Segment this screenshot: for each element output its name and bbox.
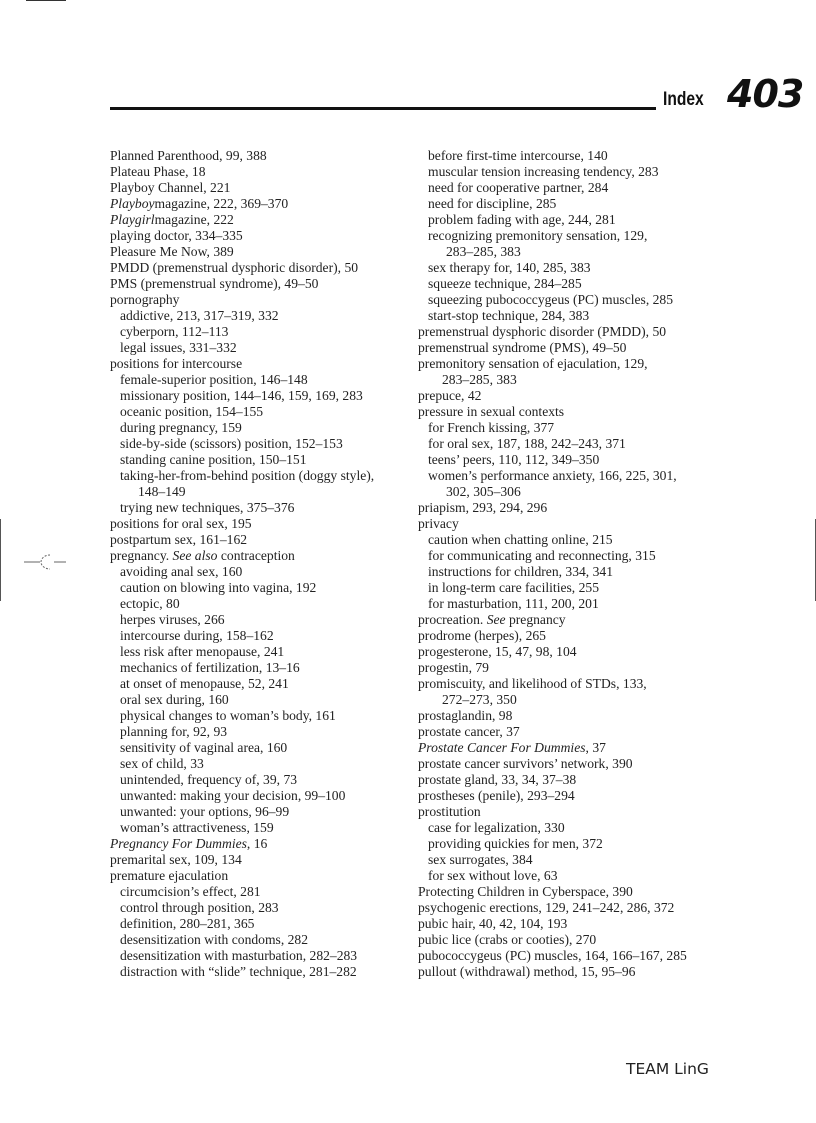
index-subentry: for masturbation, 111, 200, 201 (428, 596, 599, 611)
index-subentry: need for cooperative partner, 284 (428, 180, 609, 195)
index-entry: postpartum sex, 161–162 (110, 532, 248, 547)
index-entry: priapism, 293, 294, 296 (418, 500, 548, 515)
index-entry: pubic hair, 40, 42, 104, 193 (418, 916, 568, 931)
index-subentry: mechanics of fertilization, 13–16 (120, 660, 300, 675)
index-subentry: unintended, frequency of, 39, 73 (120, 772, 298, 787)
index-entry: progestin, 79 (418, 660, 489, 675)
index-entry-continuation: 272–273, 350 (442, 692, 517, 707)
index-subentry: desensitization with masturbation, 282–283 (120, 948, 358, 963)
index-subentry: start-stop technique, 284, 383 (428, 308, 590, 323)
index-subentry: control through position, 283 (120, 900, 279, 915)
index-entry: prodrome (herpes), 265 (418, 628, 546, 643)
index-entry: promiscuity, and likelihood of STDs, 133, (418, 676, 647, 691)
index-subentry: addictive, 213, 317–319, 332 (120, 308, 279, 323)
index-subentry: unwanted: your options, 96–99 (120, 804, 290, 819)
index-entry: PMS (premenstrual syndrome), 49–50 (110, 276, 319, 291)
italic-title: Playboy (110, 196, 155, 211)
index-subentry: sex of child, 33 (120, 756, 204, 771)
index-entry-continuation: 283–285, 383 (446, 244, 521, 259)
italic-title: Pregnancy For Dummies (110, 836, 247, 851)
index-subentry: need for discipline, 285 (428, 196, 557, 211)
index-subentry: for sex without love, 63 (428, 868, 558, 883)
index-entry: Pleasure Me Now, 389 (110, 244, 234, 259)
index-subentry: missionary position, 144–146, 159, 169, 283 (120, 388, 363, 403)
footer-credit: TEAM LinG (626, 1060, 709, 1078)
index-entry-continuation: 148–149 (138, 484, 186, 499)
index-entry: positions for oral sex, 195 (110, 516, 252, 531)
index-entry: pullout (withdrawal) method, 15, 95–96 (418, 964, 636, 979)
index-entry: procreation. See pregnancy (418, 612, 566, 627)
index-entry: prostaglandin, 98 (418, 708, 513, 723)
index-entry: premature ejaculation (110, 868, 229, 883)
index-subentry: case for legalization, 330 (428, 820, 565, 835)
index-entry-continuation: 283–285, 383 (442, 372, 517, 387)
italic-title: Prostate Cancer For Dummies (418, 740, 586, 755)
index-entry: prostitution (418, 804, 481, 819)
index-entry: prepuce, 42 (418, 388, 482, 403)
index-subentry: muscular tension increasing tendency, 283 (428, 164, 659, 179)
index-subentry: female-superior position, 146–148 (120, 372, 308, 387)
index-subentry: for French kissing, 377 (428, 420, 555, 435)
index-entry: Planned Parenthood, 99, 388 (110, 148, 267, 163)
index-subentry: ectopic, 80 (120, 596, 180, 611)
index-entry: pornography (110, 292, 180, 307)
index-subentry: during pregnancy, 159 (120, 420, 242, 435)
index-entry: pressure in sexual contexts (418, 404, 565, 419)
index-subentry: teens’ peers, 110, 112, 349–350 (428, 452, 600, 467)
index-entry: pregnancy. See also contraception (110, 548, 295, 563)
index-entry: Pregnancy For Dummies, 16 (110, 836, 268, 851)
index-subentry: trying new techniques, 375–376 (120, 500, 295, 515)
index-entry: pubic lice (crabs or cooties), 270 (418, 932, 597, 947)
index-subentry: avoiding anal sex, 160 (120, 564, 243, 579)
index-subentry: taking-her-from-behind position (doggy style), (120, 468, 375, 483)
index-entry: Protecting Children in Cyberspace, 390 (418, 884, 633, 899)
index-entry: Playboy Channel, 221 (110, 180, 231, 195)
index-entry: prostate cancer survivors’ network, 390 (418, 756, 633, 771)
index-entry: prostheses (penile), 293–294 (418, 788, 575, 803)
index-subentry: herpes viruses, 266 (120, 612, 225, 627)
registration-mark-icon (20, 548, 68, 576)
index-subentry: oral sex during, 160 (120, 692, 229, 707)
index-subentry: unwanted: making your decision, 99–100 (120, 788, 346, 803)
index-subentry: caution when chatting online, 215 (428, 532, 613, 547)
running-header-label: Index (663, 89, 704, 110)
index-column-right (418, 148, 748, 980)
index-subentry: legal issues, 331–332 (120, 340, 237, 355)
index-subentry: woman’s attractiveness, 159 (120, 820, 274, 835)
index-subentry: in long-term care facilities, 255 (428, 580, 599, 595)
index-entry: Prostate Cancer For Dummies, 37 (418, 740, 606, 755)
page-number: 403 (727, 72, 804, 116)
index-entry: premarital sex, 109, 134 (110, 852, 242, 867)
index-subentry: standing canine position, 150–151 (120, 452, 307, 467)
index-subentry: squeezing pubococcygeus (PC) muscles, 285 (428, 292, 674, 307)
index-subentry: distraction with “slide” technique, 281–282 (120, 964, 357, 979)
index-subentry: problem fading with age, 244, 281 (428, 212, 616, 227)
index-entry: positions for intercourse (110, 356, 243, 371)
index-entry: playing doctor, 334–335 (110, 228, 243, 243)
index-column-left (110, 148, 410, 980)
index-subentry: intercourse during, 158–162 (120, 628, 274, 643)
cross-reference-label: See also (172, 548, 218, 563)
index-subentry: squeeze technique, 284–285 (428, 276, 582, 291)
index-entry: pubococcygeus (PC) muscles, 164, 166–167, 285 (418, 948, 687, 963)
header-rule (110, 107, 656, 110)
index-entry: PMDD (premenstrual dysphoric disorder), 50 (110, 260, 359, 275)
index-subentry: at onset of menopause, 52, 241 (120, 676, 289, 691)
index-entry: psychogenic erections, 129, 241–242, 286, 372 (418, 900, 675, 915)
index-entry: Playboymagazine, 222, 369–370 (110, 196, 289, 211)
index-subentry: side-by-side (scissors) position, 152–153 (120, 436, 343, 451)
index-subentry: sensitivity of vaginal area, 160 (120, 740, 288, 755)
index-subentry: recognizing premonitory sensation, 129, (428, 228, 648, 243)
crop-mark-left (0, 519, 1, 601)
index-entry: prostate cancer, 37 (418, 724, 520, 739)
index-subentry: desensitization with condoms, 282 (120, 932, 309, 947)
index-subentry: definition, 280–281, 365 (120, 916, 255, 931)
index-subentry: planning for, 92, 93 (120, 724, 228, 739)
index-entry-continuation: 302, 305–306 (446, 484, 521, 499)
index-subentry: physical changes to woman’s body, 161 (120, 708, 336, 723)
index-entry: Playgirlmagazine, 222 (110, 212, 234, 227)
index-subentry: cyberporn, 112–113 (120, 324, 229, 339)
index-entry: progesterone, 15, 47, 98, 104 (418, 644, 577, 659)
index-entry: Plateau Phase, 18 (110, 164, 206, 179)
index-subentry: caution on blowing into vagina, 192 (120, 580, 317, 595)
index-entry: privacy (418, 516, 459, 531)
index-subentry: sex surrogates, 384 (428, 852, 533, 867)
index-subentry: instructions for children, 334, 341 (428, 564, 613, 579)
index-subentry: less risk after menopause, 241 (120, 644, 285, 659)
index-subentry: women’s performance anxiety, 166, 225, 301, (428, 468, 677, 483)
index-entry: premenstrual dysphoric disorder (PMDD), 50 (418, 324, 667, 339)
index-subentry: sex therapy for, 140, 285, 383 (428, 260, 591, 275)
index-subentry: oceanic position, 154–155 (120, 404, 264, 419)
index-subentry: before first-time intercourse, 140 (428, 148, 608, 163)
index-entry: premonitory sensation of ejaculation, 129, (418, 356, 648, 371)
index-entry: premenstrual syndrome (PMS), 49–50 (418, 340, 627, 355)
index-subentry: for communicating and reconnecting, 315 (428, 548, 656, 563)
index-subentry: providing quickies for men, 372 (428, 836, 603, 851)
index-subentry: for oral sex, 187, 188, 242–243, 371 (428, 436, 626, 451)
italic-title: Playgirl (110, 212, 155, 227)
index-subentry: circumcision’s effect, 281 (120, 884, 261, 899)
index-entry: prostate gland, 33, 34, 37–38 (418, 772, 577, 787)
cross-reference-label: See (486, 612, 506, 627)
crop-mark-top (26, 0, 66, 1)
